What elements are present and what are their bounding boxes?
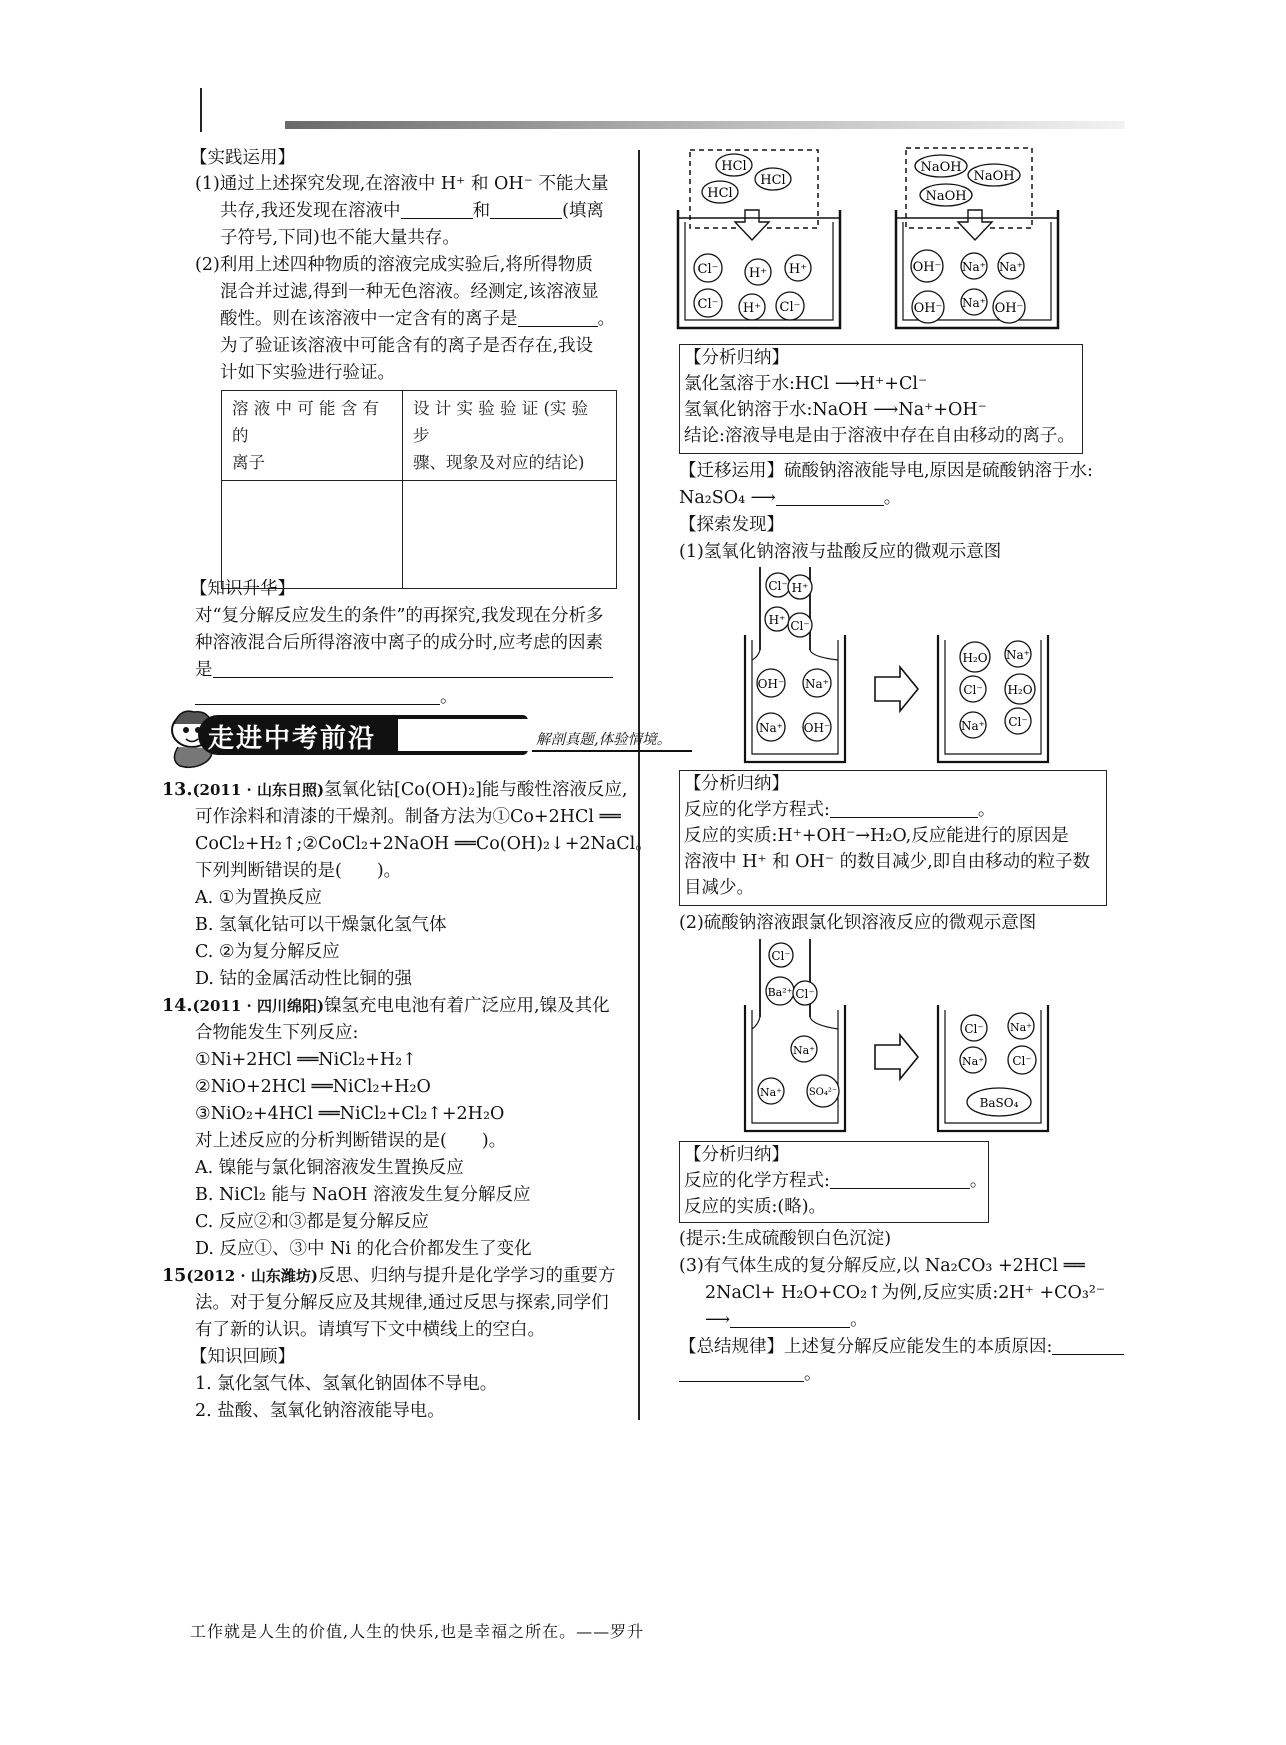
ion-label: OH⁻ <box>994 301 1024 316</box>
upgrade-line1: 对“复分解反应发生的条件”的再探究,我发现在分析多 <box>195 606 604 626</box>
answer-blank[interactable] <box>518 308 598 327</box>
q1-line1: (1)通过上述探究发现,在溶液中 H⁺ 和 OH⁻ 不能大量 <box>195 174 609 194</box>
analysis-box-1 <box>679 344 1083 454</box>
q14-option-c[interactable]: C. 反应②和③都是复分解反应 <box>195 1212 429 1232</box>
q14-option-b[interactable]: B. NiCl₂ 能与 NaOH 溶液发生复分解反应 <box>195 1185 531 1205</box>
q13-line3: CoCl₂+H₂↑;②CoCl₂+2NaOH ══Co(OH)₂↓+2NaCl。 <box>195 834 653 854</box>
analysis-line: 反应的化学方程式: 。 <box>684 1171 988 1191</box>
molecule-label: HCl <box>760 173 786 188</box>
banner-title: 走进中考前沿 <box>208 724 377 754</box>
precipitate-label: BaSO₄ <box>979 1096 1019 1110</box>
analysis-line: 反应的实质:(略)。 <box>684 1197 827 1217</box>
answer-blank[interactable] <box>213 659 613 678</box>
analysis-box-2 <box>679 770 1107 906</box>
ion-label: Na⁺ <box>793 1044 815 1057</box>
ion-label: Na⁺ <box>962 1055 984 1068</box>
table-cell-experiment[interactable] <box>403 481 617 589</box>
answer-blank[interactable] <box>1052 1336 1124 1355</box>
analysis-box-3 <box>679 1141 989 1223</box>
upgrade-line3: 是 <box>195 657 613 684</box>
q15-line2: 法。对于复分解反应及其规律,通过反思与探索,同学们 <box>195 1293 609 1313</box>
q14-line2: 合物能发生下列反应: <box>195 1023 359 1043</box>
ion-label: H⁺ <box>742 301 762 316</box>
answer-blank[interactable] <box>776 487 884 506</box>
ion-label: Cl⁻ <box>779 300 801 315</box>
ion-label: Cl⁻ <box>1008 715 1028 729</box>
q15-number: 15 <box>162 1266 187 1286</box>
q1-line2: 共存,我还发现在溶液中 和 (填离 <box>220 201 604 221</box>
hcl-beaker <box>678 150 840 328</box>
practice-header: 【实践运用】 <box>190 148 295 168</box>
q13-number: 13. <box>162 780 193 800</box>
ion-label: OH⁻ <box>757 677 785 691</box>
ion-label: Na⁺ <box>759 721 783 735</box>
analysis-line: 氯化氢溶于水:HCl ⟶H⁺+Cl⁻ <box>684 374 928 394</box>
footer-quote: 工作就是人生的价值,人生的快乐,也是幸福之所在。——罗升 <box>190 1622 645 1641</box>
exp2-title: (2)硫酸钠溶液跟氯化钡溶液反应的微观示意图 <box>679 913 1037 933</box>
exp3-line3: ⟶ 。 <box>705 1310 868 1330</box>
q2-line1: (2)利用上述四种物质的溶液完成实验后,将所得物质 <box>195 255 593 275</box>
ion-label: H⁺ <box>788 262 808 277</box>
ion-label: Cl⁻ <box>964 1022 984 1036</box>
answer-blank[interactable] <box>830 1170 970 1189</box>
q13-option-c[interactable]: C. ②为复分解反应 <box>195 942 340 962</box>
ion-label: Cl⁻ <box>768 579 788 593</box>
q14-number: 14. <box>162 996 193 1016</box>
ion-label: OH⁻ <box>803 721 831 735</box>
table-header-ions: 溶 液 中 可 能 含 有 的 离子 <box>222 391 403 481</box>
analysis-line: 氢氧化钠溶于水:NaOH ⟶Na⁺+OH⁻ <box>684 400 987 420</box>
ion-label: Cl⁻ <box>795 987 815 1001</box>
q13-option-b[interactable]: B. 氢氧化钴可以干燥氯化氢气体 <box>195 915 447 935</box>
ion-label: Na⁺ <box>1010 1021 1032 1034</box>
q14-reaction1: ①Ni+2HCl ══NiCl₂+H₂↑ <box>195 1050 417 1070</box>
molecule-label: NaOH <box>920 160 962 175</box>
q14-reaction2: ②NiO+2HCl ══NiCl₂+H₂O <box>195 1077 431 1097</box>
q13-option-a[interactable]: A. ①为置换反应 <box>195 888 322 908</box>
ion-label: Na⁺ <box>962 296 986 310</box>
banner-subtitle: 解剖真题,体验情境。 <box>536 732 672 748</box>
ion-label: Ba²⁺ <box>767 986 793 999</box>
q13-source: (2011 · 山东日照) <box>192 781 325 799</box>
q13-option-d[interactable]: D. 钴的金属活动性比铜的强 <box>195 969 413 989</box>
ion-label: Na⁺ <box>1006 648 1030 662</box>
ion-label: Cl⁻ <box>790 619 810 633</box>
ion-label: Cl⁻ <box>771 949 791 963</box>
q2-line3: 酸性。则在该溶液中一定含有的离子是 。 <box>220 309 615 329</box>
ion-label: Cl⁻ <box>1012 1054 1032 1068</box>
answer-blank[interactable] <box>730 1309 850 1328</box>
ion-label: H⁺ <box>768 613 786 627</box>
analysis-line: 反应的实质:H⁺+OH⁻→H₂O,反应能进行的原因是 <box>684 826 1069 846</box>
ion-label: Cl⁻ <box>963 683 983 697</box>
q13-line1: 13.(2011 · 山东日照)氢氧化钴[Co(OH)₂]能与酸性溶液反应, <box>162 780 628 800</box>
review-header: 【知识回顾】 <box>190 1347 295 1367</box>
arrow-icon <box>875 1035 918 1079</box>
q14-option-d[interactable]: D. 反应①、③中 Ni 的化合价都发生了变化 <box>195 1239 532 1259</box>
arrow-icon <box>875 667 918 711</box>
precipitation-diagram <box>720 937 1080 1137</box>
exp3-line2: 2NaCl+ H₂O+CO₂↑为例,反应实质:2H⁺ +CO₃²⁻ <box>705 1283 1106 1303</box>
q14-source: (2011 · 四川绵阳) <box>192 997 325 1015</box>
molecule-label: HCl <box>721 159 747 174</box>
molecule-label: H₂O <box>962 651 988 665</box>
q15-source: (2012 · 山东潍坊) <box>186 1267 318 1285</box>
q2-line4: 为了验证该溶液中可能含有的离子是否存在,我设 <box>220 336 594 356</box>
analysis-line: 目减少。 <box>684 878 754 898</box>
analysis-line: 溶液中 H⁺ 和 OH⁻ 的数目减少,即自由移动的粒子数 <box>684 852 1091 872</box>
analysis-line: 反应的化学方程式: 。 <box>684 800 996 820</box>
q14-line3: 对上述反应的分析判断错误的是( )。 <box>195 1131 507 1151</box>
answer-blank[interactable] <box>830 799 978 818</box>
molecule-label: NaOH <box>973 169 1015 184</box>
upgrade-line2: 种溶液混合后所得溶液中离子的成分时,应考虑的因素 <box>195 633 604 653</box>
analysis-header: 【分析归纳】 <box>684 348 789 368</box>
ion-label: H⁺ <box>748 266 768 281</box>
q2-line5: 计如下实验进行验证。 <box>220 363 395 383</box>
q15-line3: 有了新的认识。请填写下文中横线上的空白。 <box>195 1320 545 1340</box>
transfer-line1: 【迁移运用】硫酸钠溶液能导电,原因是硫酸钠溶于水: <box>679 461 1093 481</box>
neutralization-diagram <box>720 565 1080 765</box>
q13-line2: 可作涂料和清漆的干燥剂。制备方法为①Co+2HCl ══ <box>195 807 621 827</box>
ion-verification-table <box>221 390 617 589</box>
upgrade-line4: 。 <box>195 684 458 711</box>
q13-line4: 下列判断错误的是( )。 <box>195 861 402 881</box>
molecule-label: H₂O <box>1007 683 1033 697</box>
exp3-line1: (3)有气体生成的复分解反应,以 Na₂CO₃ +2HCl ══ <box>679 1256 1085 1276</box>
analysis-header: 【分析归纳】 <box>684 1145 789 1165</box>
column-divider <box>638 150 640 1420</box>
answer-blank[interactable] <box>401 200 473 219</box>
answer-blank[interactable] <box>195 686 440 705</box>
summary-line1: 【总结规律】上述复分解反应能发生的本质原因: <box>679 1334 1124 1361</box>
naoh-beaker <box>896 148 1058 328</box>
ion-label: Na⁺ <box>962 260 986 274</box>
hint: (提示:生成硫酸钡白色沉淀) <box>679 1229 892 1249</box>
ion-label: H⁺ <box>791 581 809 595</box>
molecule-label: NaOH <box>925 189 967 204</box>
answer-blank[interactable] <box>679 1363 804 1382</box>
dissolution-diagram <box>660 140 1100 340</box>
table-header-experiment: 设 计 实 验 验 证 (实 验 步 骤、现象及对应的结论) <box>403 391 617 481</box>
q14-line1: 14.(2011 · 四川绵阳)镍氢充电电池有着广泛应用,镍及其化 <box>162 996 610 1016</box>
header-left-bar <box>200 88 202 132</box>
ion-label: SO₄²⁻ <box>808 1087 838 1098</box>
ion-label: Na⁺ <box>999 260 1023 274</box>
q1-line3: 子符号,下同)也不能大量共存。 <box>220 228 460 248</box>
ion-label: Na⁺ <box>805 677 829 691</box>
ion-label: Na⁺ <box>961 719 985 733</box>
transfer-line2: Na₂SO₄ ⟶ 。 <box>679 488 902 508</box>
review-item-1: 1. 氯化氢气体、氢氧化钠固体不导电。 <box>195 1374 498 1394</box>
q2-line2: 混合并过滤,得到一种无色溶液。经测定,该溶液显 <box>220 282 599 302</box>
exp1-title: (1)氢氧化钠溶液与盐酸反应的微观示意图 <box>679 542 1002 562</box>
ion-label: OH⁻ <box>912 260 942 275</box>
answer-blank[interactable] <box>490 200 562 219</box>
q15-line1: 15(2012 · 山东潍坊)反思、归纳与提升是化学学习的重要方 <box>162 1266 616 1286</box>
molecule-label: HCl <box>707 186 733 201</box>
summary-line2: 。 <box>679 1361 822 1388</box>
explore-header: 【探索发现】 <box>679 515 784 535</box>
ion-label: Cl⁻ <box>697 297 719 312</box>
analysis-line: 结论:溶液导电是由于溶液中存在自由移动的离子。 <box>684 426 1075 446</box>
upgrade-header: 【知识升华】 <box>190 579 295 599</box>
ion-label: Cl⁻ <box>697 262 719 277</box>
section-banner <box>160 708 672 766</box>
ion-label: Na⁺ <box>760 1086 782 1099</box>
review-item-2: 2. 盐酸、氢氧化钠溶液能导电。 <box>195 1401 445 1421</box>
ion-label: OH⁻ <box>913 301 943 316</box>
q14-option-a[interactable]: A. 镍能与氯化铜溶液发生置换反应 <box>195 1158 464 1178</box>
analysis-header: 【分析归纳】 <box>684 774 789 794</box>
header-gradient-bar <box>285 121 1125 129</box>
table-cell-ions[interactable] <box>222 481 403 589</box>
q14-reaction3: ③NiO₂+4HCl ══NiCl₂+Cl₂↑+2H₂O <box>195 1104 505 1124</box>
